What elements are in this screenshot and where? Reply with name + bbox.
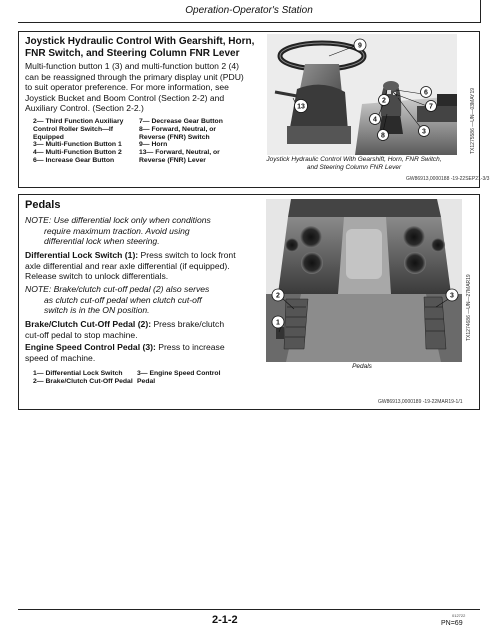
page-pn: PN=69	[441, 620, 463, 627]
pedals-illustration	[266, 199, 462, 362]
callout-8: 8	[381, 132, 385, 140]
joystick-footer-ref: GW86913,0000188 -19-22SEP21-3/3	[406, 176, 490, 182]
callout-2: 2	[382, 97, 386, 105]
pedals-footer-ref: GW86913,0000189 -19-22MAR19-1/1	[378, 399, 463, 405]
pedals-section	[18, 194, 480, 410]
joystick-image-ref: TX1275586 —UN—03MAY19	[470, 87, 476, 154]
callout-4: 4	[373, 116, 377, 124]
callout-3: 3	[422, 128, 426, 136]
pedals-image-ref: TX1274686 —UN—27MAR19	[466, 274, 472, 341]
callout-9: 9	[358, 42, 362, 50]
brake-clutch-note: NOTE: Brake/clutch cut-off pedal (2) also serves as clutch cut-off pedal when clutch cut-off switch is in the ON position.	[25, 284, 210, 315]
page-number: 2-1-2	[212, 614, 238, 626]
callout-pedal-1: 1	[276, 319, 280, 327]
pedals-caption: Pedals	[352, 363, 372, 370]
joystick-legend-right: 7— Decrease Gear Button 8— Forward, Neutral, or Reverse (FNR) Switch 9— Horn 13— Forward, Neutral, or Reverse (FNR) Lever	[139, 118, 223, 164]
joystick-section	[18, 31, 490, 188]
callout-7: 7	[429, 103, 433, 111]
pedals-legend-left: 1— Differential Lock Switch 2— Brake/Clutch Cut-Off Pedal	[33, 370, 133, 385]
callout-13: 13	[297, 103, 305, 111]
footer-rule	[18, 609, 480, 610]
footer-code: 012722	[452, 613, 466, 618]
brake-clutch-paragraph: Brake/Clutch Cut-Off Pedal (2): Press brake/clutch cut-off pedal to stop machine.	[25, 319, 225, 340]
page-header	[18, 0, 481, 23]
engine-speed-paragraph: Engine Speed Control Pedal (3): Press to increase speed of machine.	[25, 342, 225, 363]
joystick-legend-left: 2— Third Function Auxiliary Control Roller Switch—If Equipped 3— Multi-Function Button 1 4— Multi-Function Button 2 6— Increase Gear Button	[33, 118, 124, 164]
callout-pedal-3: 3	[450, 292, 454, 300]
joystick-section-title: Joystick Hydraulic Control With Gearshift, Horn, FNR Switch, and Steering Column FNR Lever	[25, 36, 255, 59]
callout-pedal-2: 2	[276, 292, 280, 300]
joystick-section-body: Multi-function button 1 (3) and multi-function button 2 (4) can be reassigned through the primary display unit (PDU) to suit operator preference. For more information, see Joystick Bucket and Boom Control (Section 2-2) and Auxiliary Control. (Section 2-2.)	[25, 61, 244, 113]
pedals-legend-right: 3— Engine Speed Control Pedal	[137, 370, 221, 385]
page-header-title: Operation-Operator's Station	[185, 5, 313, 16]
pedals-section-title: Pedals	[25, 199, 61, 211]
differential-lock-paragraph: Differential Lock Switch (1): Press switch to lock front axle differential and rear axle differential (if equipped). Release switch to unlock differentials.	[25, 250, 236, 281]
joystick-caption: Joystick Hydraulic Control With Gearshift, Horn, FNR Switch, and Steering Column FNR Lever	[266, 156, 442, 171]
differential-lock-note: NOTE: Use differential lock only when conditions require maximum traction. Avoid using differential lock when steering.	[25, 215, 211, 246]
joystick-illustration	[267, 34, 457, 155]
callout-6: 6	[424, 89, 428, 97]
